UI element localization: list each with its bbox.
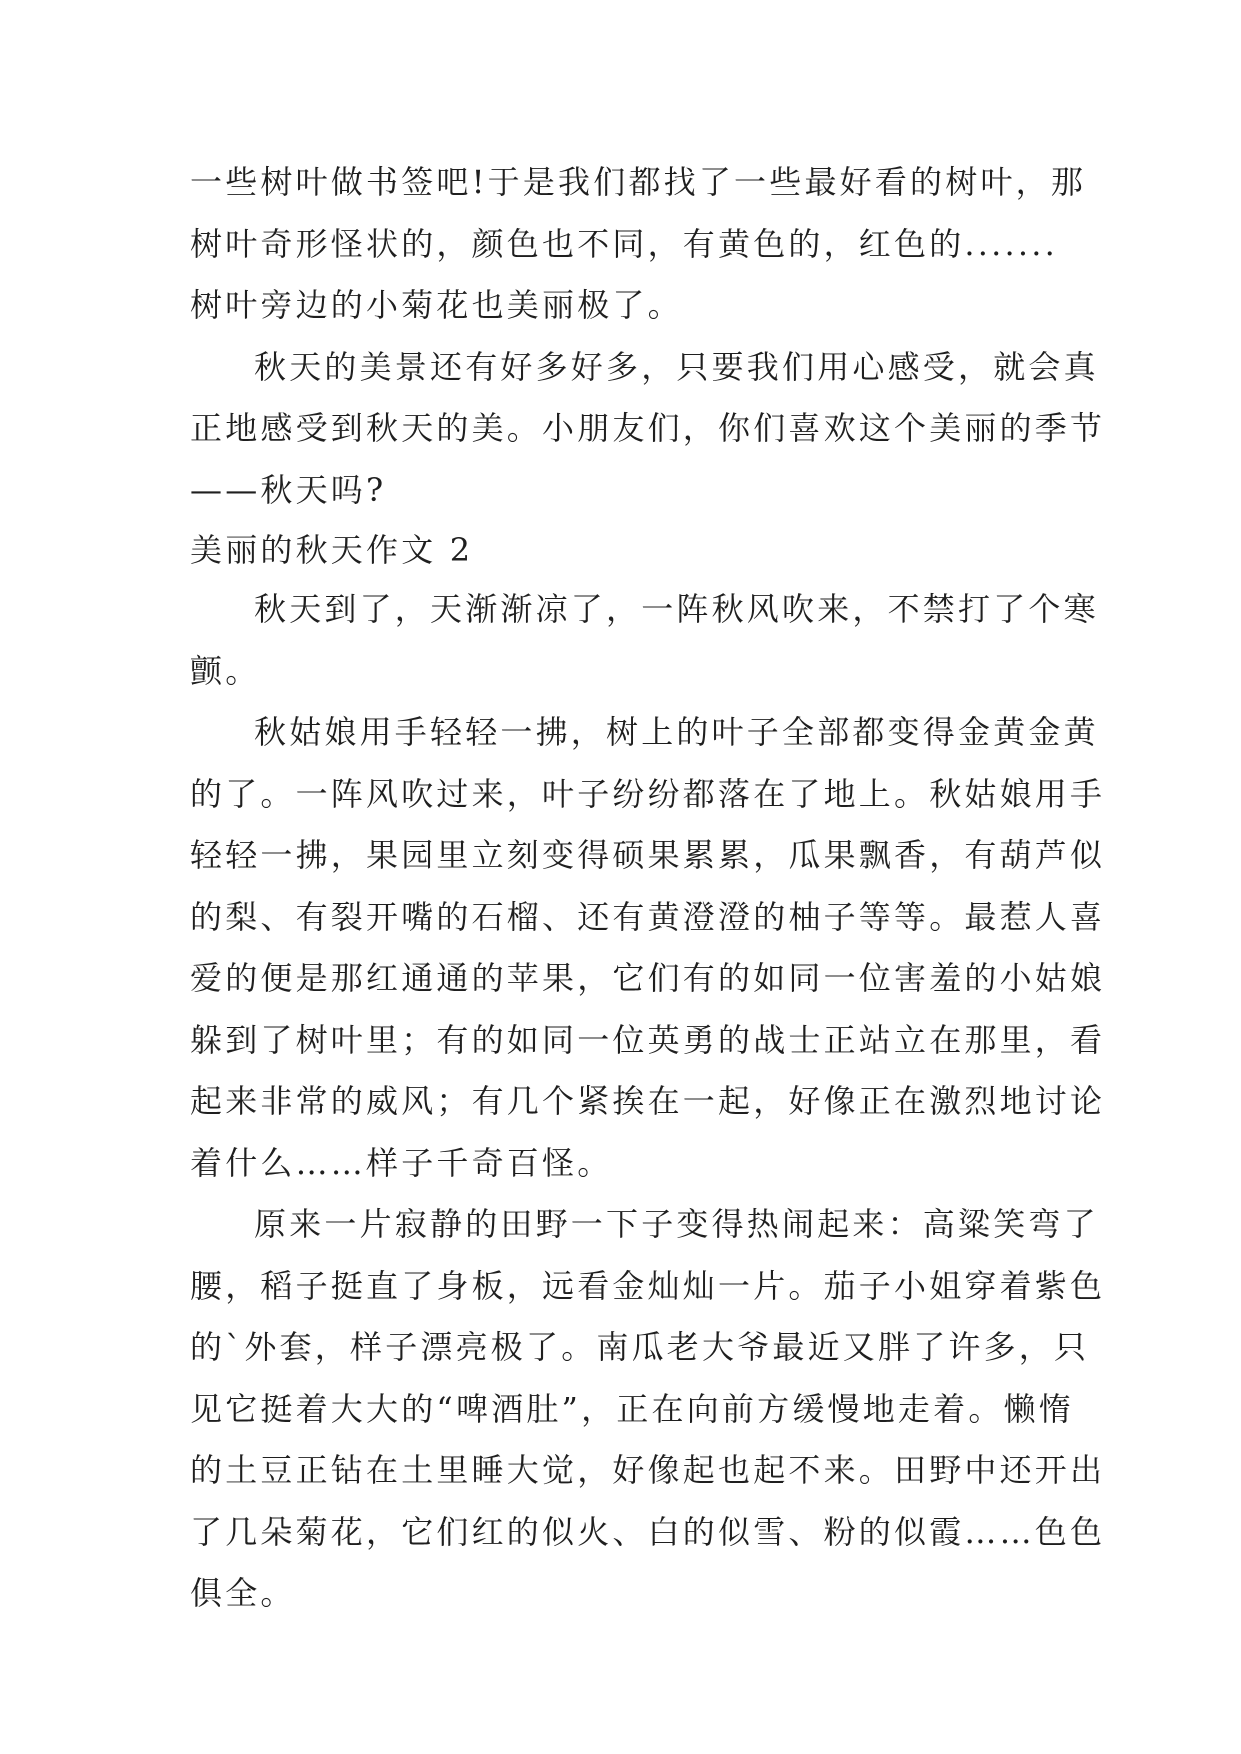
text-line: 正地感受到秋天的美。小朋友们，你们喜欢这个美丽的季节: [190, 409, 1106, 447]
text-line: 颤。: [190, 651, 261, 690]
text-line: 起来非常的威风；有几个紧挨在一起，好像正在激烈地讨论: [190, 1082, 1106, 1120]
text-line: 树叶旁边的小菊花也美丽极了。: [190, 286, 683, 324]
text-line: 躲到了树叶里；有的如同一位英勇的战士正站立在那里，看: [190, 1020, 1106, 1059]
text-line: 秋姑娘用手轻轻一拂，树上的叶子全部都变得金黄金黄: [254, 713, 1099, 751]
text-line: 的土豆正钻在土里睡大觉，好像起也起不来。田野中还开出: [190, 1451, 1106, 1489]
paragraph: [190, 1194, 1106, 1625]
document-body: [190, 152, 1106, 1625]
text-line: 腰，稻子挺直了身板，远看金灿灿一片。茄子小姐穿着紫色: [190, 1266, 1106, 1305]
paragraph: [190, 152, 1087, 337]
text-line: 的`外套，样子漂亮极了。南瓜老大爷最近又胖了许多，只: [190, 1328, 1090, 1366]
text-line: 原来一片寂静的田野一下子变得热闹起来：高粱笑弯了: [254, 1205, 1099, 1243]
text-line: 的梨、有裂开嘴的石榴、还有黄澄澄的柚子等等。最惹人喜: [190, 897, 1106, 936]
text-line: 了几朵菊花，它们红的似火、白的似雪、粉的似霞……色色: [190, 1512, 1106, 1551]
text-line: 一些树叶做书签吧!于是我们都找了一些最好看的树叶，那: [190, 163, 1087, 201]
text-line: 树叶奇形怪状的，颜色也不同，有黄色的，红色的.......: [190, 224, 1059, 263]
section-title: 美丽的秋天作文 2: [190, 531, 474, 569]
text-line: ——秋天吗?: [190, 470, 387, 509]
text-line: 轻轻一拂，果园里立刻变得硕果累累，瓜果飘香，有葫芦似: [190, 836, 1106, 874]
text-line: 爱的便是那红通通的苹果，它们有的如同一位害羞的小姑娘: [190, 959, 1106, 997]
text-line: 俱全。: [190, 1574, 296, 1612]
text-line: 秋天的美景还有好多好多，只要我们用心感受，就会真: [254, 347, 1099, 386]
text-line: 秋天到了，天渐渐凉了，一阵秋风吹来，不禁打了个寒: [254, 590, 1099, 628]
paragraph: [190, 337, 1106, 522]
paragraph: [190, 702, 1106, 1194]
text-line: 的了。一阵风吹过来，叶子纷纷都落在了地上。秋姑娘用手: [190, 774, 1106, 813]
text-line: 见它挺着大大的“啤酒肚”，正在向前方缓慢地走着。懒惰: [190, 1389, 1074, 1428]
paragraph: [190, 579, 1099, 702]
text-line: 着什么……样子千奇百怪。: [190, 1143, 613, 1182]
